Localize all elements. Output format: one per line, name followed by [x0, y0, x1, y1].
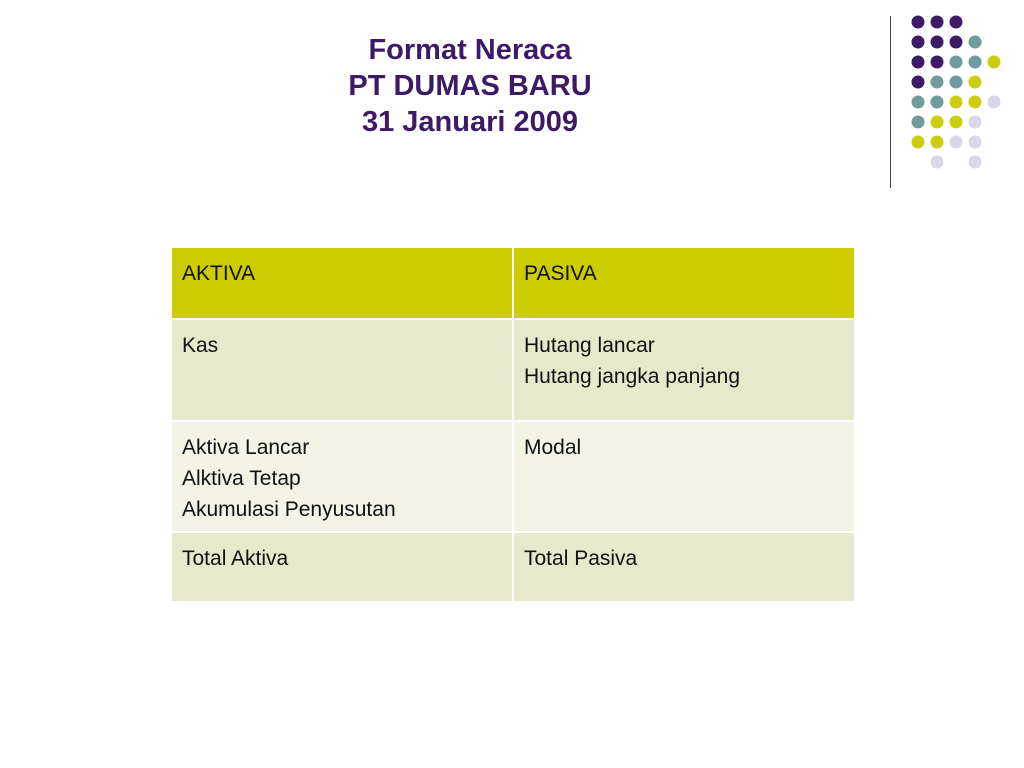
dot [988, 96, 1001, 109]
dot [931, 56, 944, 69]
dot [931, 156, 944, 169]
cell-line: Aktiva Lancar [182, 436, 310, 459]
dot [931, 16, 944, 29]
cell-line: Kas [182, 334, 219, 357]
dot [969, 136, 982, 149]
title-line-3: 31 Januari 2009 [361, 106, 579, 138]
cell-line: Akumulasi Penyusutan [182, 498, 396, 521]
cell-line: Total Aktiva [182, 547, 289, 570]
dot [912, 96, 925, 109]
cell-aktiva [171, 532, 513, 602]
cell-pasiva [513, 532, 855, 602]
title-line-1: Format Neraca [368, 34, 572, 66]
dot [931, 96, 944, 109]
cell-line: Modal [524, 436, 582, 459]
decorative-dot-grid [900, 12, 1010, 172]
dot [950, 96, 963, 109]
dot [931, 36, 944, 49]
cell-line: Alktiva Tetap [182, 467, 301, 490]
dot [969, 156, 982, 169]
dot [969, 116, 982, 129]
cell-aktiva [171, 421, 513, 532]
cell-pasiva [513, 319, 855, 421]
dot [950, 116, 963, 129]
dot [950, 16, 963, 29]
dot [969, 36, 982, 49]
dot [912, 36, 925, 49]
table-row [171, 532, 855, 602]
dot [969, 96, 982, 109]
dot [931, 136, 944, 149]
dot [912, 76, 925, 89]
table-header-row [171, 247, 855, 319]
table-row [171, 421, 855, 532]
dot [969, 56, 982, 69]
dot [950, 36, 963, 49]
header-aktiva: AKTIVA [171, 247, 513, 319]
cell-line: Total Pasiva [524, 547, 638, 570]
dot [912, 56, 925, 69]
cell-line: Hutang lancar [524, 334, 655, 357]
dot [931, 76, 944, 89]
vertical-divider [890, 16, 891, 188]
dot [950, 56, 963, 69]
dot [950, 76, 963, 89]
cell-line: Hutang jangka panjang [524, 365, 741, 388]
dot [912, 16, 925, 29]
title-line-2: PT DUMAS BARU [348, 70, 592, 102]
dot [988, 56, 1001, 69]
balance-sheet-table [170, 246, 856, 603]
dot [912, 116, 925, 129]
header-pasiva: PASIVA [513, 247, 855, 319]
cell-aktiva [171, 319, 513, 421]
cell-pasiva [513, 421, 855, 532]
dot [912, 136, 925, 149]
dot [931, 116, 944, 129]
dot [969, 76, 982, 89]
dot [950, 136, 963, 149]
table-row [171, 319, 855, 421]
page-title [260, 32, 680, 140]
